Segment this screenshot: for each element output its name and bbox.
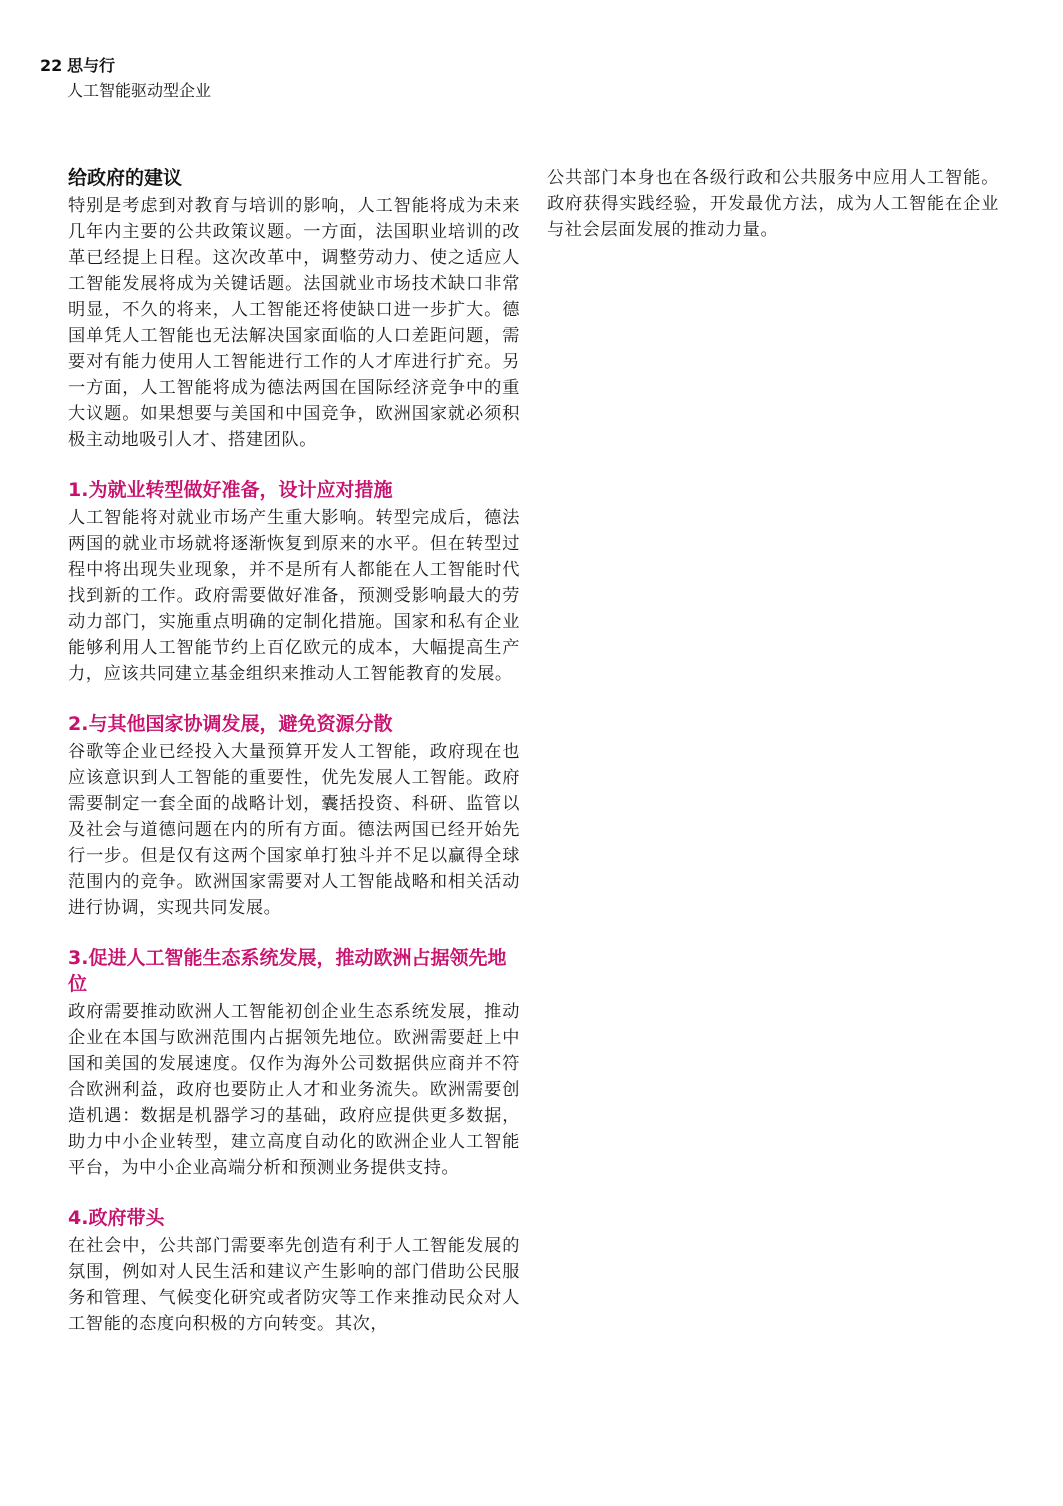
section-3-heading: 3.促进人工智能生态系统发展，推动欧洲占据领先地位 [68,947,507,995]
document-subtitle: 人工智能驱动型企业 [67,81,212,100]
section-2 [68,711,520,921]
section-2-heading: 2.与其他国家协调发展，避免资源分散 [68,713,393,735]
section-4 [68,1205,520,1337]
section-4-paragraph: 在社会中，公共部门需要率先创造有利于人工智能发展的氛围，例如对人民生活和建议产生影响的部门借助公民服务和管理、气候变化研究或者防灾等工作来推动民众对人工智能的态度向积极的方向转变。其次， [68,1236,520,1334]
section-1 [68,477,520,687]
intro-paragraph: 特别是考虑到对教育与培训的影响，人工智能将成为未来几年内主要的公共政策议题。一方面，法国职业培训的改革已经提上日程。这次改革中，调整劳动力、使之适应人工智能发展将成为关键话题。法国就业市场技术缺口非常明显，不久的将来，人工智能还将使缺口进一步扩大。德国单凭人工智能也无法解决国家面临的人口差距问题，需要对有能力使用人工智能进行工作的人才库进行扩充。另一方面，人工智能将成为德法两国在国际经济竞争中的重大议题。如果想要与美国和中国竞争，欧洲国家就必须积极主动地吸引人才、搭建团队。 [68,196,520,450]
right-column [547,165,999,243]
section-3-paragraph: 政府需要推动欧洲人工智能初创企业生态系统发展，推动企业在本国与欧洲范围内占据领先地位。欧洲需要赶上中国和美国的发展速度。仅作为海外公司数据供应商并不符合欧洲利益，政府也要防止人才和业务流失。欧洲需要创造机遇：数据是机器学习的基础，政府应提供更多数据，助力中小企业转型，建立高度自动化的欧洲企业人工智能平台，为中小企业高端分析和预测业务提供支持。 [68,1002,520,1178]
section-1-heading: 1.为就业转型做好准备，设计应对措施 [68,479,393,501]
header-line [40,56,211,76]
series-title: 思与行 [67,56,116,75]
page-number: 22 [40,56,63,75]
left-column [68,165,520,1361]
intro-heading: 给政府的建议 [68,167,183,189]
section-2-paragraph: 谷歌等企业已经投入大量预算开发人工智能，政府现在也应该意识到人工智能的重要性，优先发展人工智能。政府需要制定一套全面的战略计划，囊括投资、科研、监管以及社会与道德问题在内的所有方面。德法两国已经开始先行一步。但是仅有这两个国家单打独斗并不足以赢得全球范围内的竞争。欧洲国家需要对人工智能战略和相关活动进行协调，实现共同发展。 [68,742,520,918]
page-header [40,56,211,102]
section-3 [68,945,520,1181]
section-4-heading: 4.政府带头 [68,1207,165,1229]
section-1-paragraph: 人工智能将对就业市场产生重大影响。转型完成后，德法两国的就业市场就将逐渐恢复到原来的水平。但在转型过程中将出现失业现象，并不是所有人都能在人工智能时代找到新的工作。政府需要做好准备，预测受影响最大的劳动力部门，实施重点明确的定制化措施。国家和私有企业能够利用人工智能节约上百亿欧元的成本，大幅提高生产力，应该共同建立基金组织来推动人工智能教育的发展。 [68,508,520,684]
continued-paragraph: 公共部门本身也在各级行政和公共服务中应用人工智能。政府获得实践经验，开发最优方法，成为人工智能在企业与社会层面发展的推动力量。 [547,168,999,240]
intro-section [68,165,520,453]
